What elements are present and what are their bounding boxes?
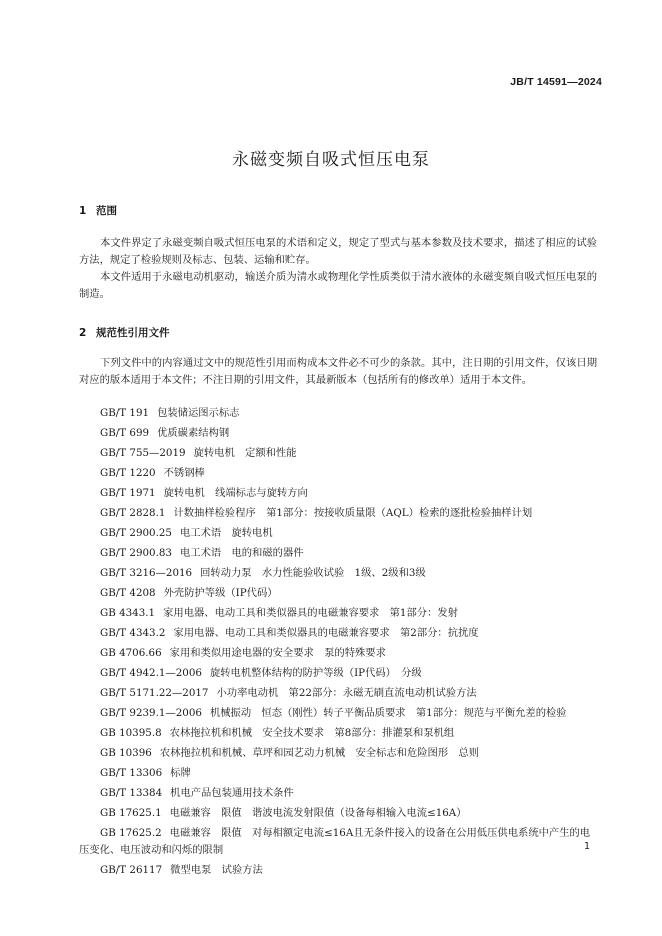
scope-paragraph-2: 本文件适用于永磁电动机驱动，输送介质为清水或物理化学性质类似于清水液体的永磁变频自吸式恒压电泵的制造。 <box>79 271 597 300</box>
reference-code: GB 10396 <box>100 747 152 759</box>
reference-item <box>79 860 597 880</box>
reference-item <box>79 803 597 823</box>
reference-title: 微型电泵 试验方法 <box>170 864 263 876</box>
reference-item <box>79 443 597 463</box>
reference-code: GB/T 3216—2016 <box>100 567 193 579</box>
reference-item <box>79 523 597 543</box>
reference-code: GB 17625.2 <box>100 826 162 839</box>
section-title: 规范性引用文件 <box>96 327 170 339</box>
reference-item <box>79 583 597 603</box>
reference-title: 农林拖拉机和机械、草坪和园艺动力机械 安全标志和危险图形 总则 <box>159 747 480 759</box>
reference-item <box>79 483 597 503</box>
reference-title: 家用电器、电动工具和类似器具的电磁兼容要求 第2部分：抗扰度 <box>173 627 479 639</box>
page-number: 1 <box>583 841 590 852</box>
reference-code: GB/T 1971 <box>100 487 156 499</box>
reference-item <box>79 723 597 743</box>
reference-title: 旋转电机 定额和性能 <box>193 447 297 459</box>
reference-code: GB 17625.1 <box>100 807 162 819</box>
reference-code: GB/T 4343.2 <box>100 627 166 639</box>
reference-title: 电磁兼容 限值 对每相额定电流≤16A且无条件接入的设备在公用低压供电系统中产生的电压变化、电压波动和闪烁的限制 <box>79 826 591 856</box>
reference-title: 电工术语 旋转电机 <box>179 527 273 539</box>
reference-item <box>79 703 597 723</box>
reference-title: 机电产品包装通用技术条件 <box>170 787 294 799</box>
document-title: 永磁变频自吸式恒压电泵 <box>232 150 430 170</box>
reference-title: 旋转电机整体结构的防护等级（IP代码） 分级 <box>209 667 422 679</box>
reference-item <box>79 563 597 583</box>
reference-item <box>79 643 597 663</box>
reference-code: GB/T 13384 <box>100 787 163 799</box>
section-title: 范围 <box>96 205 117 217</box>
reference-title: 标牌 <box>170 767 191 779</box>
reference-item <box>79 763 597 783</box>
reference-title: 回转动力泵 水力性能验收试验 1级、2级和3级 <box>200 567 426 579</box>
reference-code: GB 10395.8 <box>100 727 162 739</box>
reference-code: GB/T 9239.1—2006 <box>100 706 202 719</box>
reference-code: GB/T 4942.1—2006 <box>100 667 202 679</box>
standard-number: JB/T 14591—2024 <box>510 76 602 88</box>
reference-code: GB/T 1220 <box>100 467 156 479</box>
reference-item <box>79 783 597 803</box>
reference-code: GB/T 699 <box>100 427 150 439</box>
reference-code: GB 4706.66 <box>100 647 162 659</box>
section-number: 1 <box>79 205 87 217</box>
reference-item <box>79 623 597 643</box>
reference-code: GB/T 2900.25 <box>100 527 172 539</box>
reference-item <box>79 743 597 763</box>
reference-item <box>79 683 597 703</box>
reference-title: 电工术语 电的和磁的器件 <box>179 547 304 559</box>
reference-code: GB/T 13306 <box>100 767 163 779</box>
reference-title: 旋转电机 线端标志与旋转方向 <box>163 487 308 499</box>
reference-title: 不锈钢棒 <box>163 467 205 479</box>
reference-title: 包装储运图示标志 <box>157 407 240 419</box>
reference-code: GB/T 5171.22—2017 <box>100 687 209 699</box>
reference-title: 优质碳素结构钢 <box>157 427 230 439</box>
section-heading-normative-references <box>79 325 170 340</box>
reference-code: GB/T 2900.83 <box>100 547 172 559</box>
reference-item <box>79 423 597 443</box>
reference-title: 农林拖拉机和机械 安全技术要求 第8部分：排灌泵和泵机组 <box>169 727 455 739</box>
section-number: 2 <box>79 327 87 339</box>
reference-title: 家用电器、电动工具和类似器具的电磁兼容要求 第1部分：发射 <box>163 607 458 619</box>
reference-code: GB/T 26117 <box>100 864 163 876</box>
reference-item <box>79 663 597 683</box>
reference-item <box>79 823 597 860</box>
reference-title: 机械振动 恒态（刚性）转子平衡品质要求 第1部分：规范与平衡允差的检验 <box>209 706 567 719</box>
reference-list <box>79 403 597 880</box>
section-heading-scope <box>79 203 117 218</box>
reference-code: GB/T 755—2019 <box>100 447 186 459</box>
references-intro-paragraph: 下列文件中的内容通过文中的规范性引用而构成本文件必不可少的条款。其中，注日期的引用文件，仅该日期对应的版本适用于本文件；不注日期的引用文件，其最新版本（包括所有的修改单）适用于本文件。 <box>79 357 597 386</box>
reference-code: GB 4343.1 <box>100 607 156 619</box>
reference-code: GB/T 4208 <box>100 587 156 599</box>
reference-title: 家用和类似用途电器的安全要求 泵的特殊要求 <box>169 647 386 659</box>
scope-paragraph-1: 本文件界定了永磁变频自吸式恒压电泵的术语和定义，规定了型式与基本参数及技术要求，描述了相应的试验方法，规定了检验规则及标志、包装、运输和贮存。 <box>79 237 597 266</box>
reference-code: GB/T 191 <box>100 407 150 419</box>
reference-item <box>79 463 597 483</box>
reference-item <box>79 403 597 423</box>
reference-item <box>79 543 597 563</box>
reference-title: 外壳防护等级（IP代码） <box>163 587 278 599</box>
reference-code: GB/T 2828.1 <box>100 507 166 519</box>
reference-item <box>79 603 597 623</box>
reference-title: 电磁兼容 限值 谐波电流发射限值（设备每相输入电流≤16A） <box>169 807 467 819</box>
reference-item <box>79 503 597 523</box>
reference-title: 计数抽样检验程序 第1部分：按接收质量限（AQL）检索的逐批检验抽样计划 <box>173 507 533 519</box>
reference-title: 小功率电动机 第22部分：永磁无刷直流电动机试验方法 <box>216 687 477 699</box>
